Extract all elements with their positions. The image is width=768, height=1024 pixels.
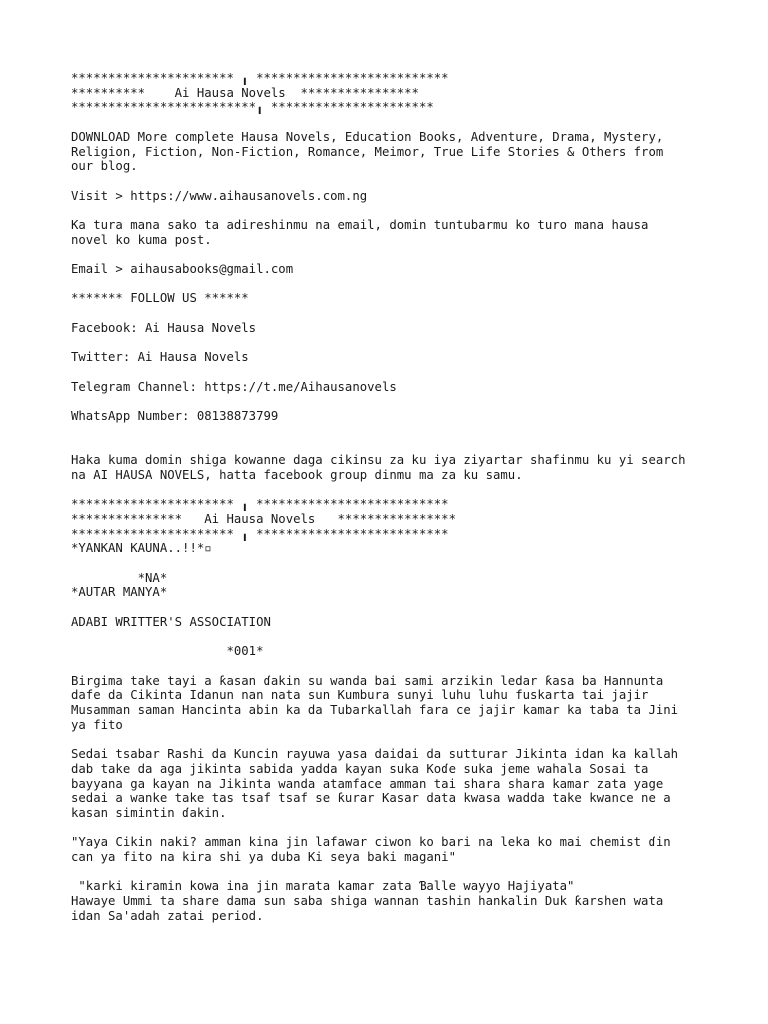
- text-line: idan Sa'adah zatai period.: [71, 908, 264, 923]
- twitter-line: Twitter: Ai Hausa Novels: [71, 350, 249, 365]
- text-line: can ya fito na kira shi ya duba Ki seya baki magani": [71, 850, 456, 864]
- facebook-line: Facebook: Ai Hausa Novels: [71, 320, 257, 335]
- text-line: sedai a wanke take tas tsaf tsaf se ƙurar Kasar data kwasa wadda take kwance ne a: [71, 791, 671, 806]
- text-line: na AI HAUSA NOVELS, hatta facebook group dinmu ma za ku samu.: [71, 467, 523, 482]
- text-line: novel ko kuma post.: [71, 232, 212, 247]
- banner-line: *************************╻ **********************: [71, 100, 434, 115]
- header-banner-bottom: [71, 497, 711, 541]
- text-line: dafe da Cikinta Idanun nan nata sun Kumbura sunyi luhu luhu fuskarta tai jajir: [71, 688, 649, 703]
- text-line: Hawaye Ummi ta share dama sun saba shiga wannan tashin hankalin Duk ƙarshen wata: [71, 894, 664, 909]
- story-title: *YANKAN KAUNA..!!*▫: [71, 541, 212, 556]
- header-banner-top: [71, 71, 711, 115]
- download-paragraph: [71, 130, 711, 174]
- story-association: ADABI WRITTER'S ASSOCIATION: [71, 614, 271, 629]
- text-line: Ka tura mana sako ta adireshinmu na email, domin tuntubarmu ko turo mana hausa: [71, 217, 649, 232]
- document-page: [71, 71, 711, 924]
- story-paragraph-2: [71, 747, 711, 821]
- text-line: Religion, Fiction, Non-Fiction, Romance, Meimor, True Life Stories & Others from: [71, 144, 664, 159]
- chapter-number: *001*: [71, 644, 264, 659]
- text-line: our blog.: [71, 159, 138, 174]
- story-paragraph-1: [71, 674, 711, 733]
- text-line: dab take da aga jikinta sabida yadda kayan suka Koɗe suka jeme wahala Sosai ta: [71, 761, 649, 776]
- subscribe-paragraph: [71, 218, 711, 247]
- banner-line: ********************** ╻ **************************: [71, 71, 449, 85]
- email-link[interactable]: Email > aihausabooks@gmail.com: [71, 262, 294, 277]
- text-line: "Yaya Cikin naki? amman kina jin lafawar ciwon ko bari na leka ko mai chemist ɗin: [71, 835, 671, 850]
- text-line: Haka kuma domin shiga kowanne daga cikinsu za ku iya ziyartar shafinmu ku yi search: [71, 453, 686, 468]
- text-line: bayyana ga kayan na Jikinta wanda atamface amman tai shara shara kamar zata yage: [71, 776, 664, 791]
- story-paragraph-4: [71, 879, 711, 923]
- banner-line: ********************** ╻ **************************: [71, 526, 449, 541]
- text-line: Birgima take tayi a ƙasan ɗakin su wanda bai sami arzikin ledar ƙasa ba Hannunta: [71, 673, 664, 688]
- story-author: *AUTAR MANYA*: [71, 585, 168, 600]
- text-line: ya fito: [71, 717, 123, 732]
- story-na: *NA*: [71, 570, 168, 585]
- text-line: "karki kiramin kowa ina jin marata kamar zata Ɓalle wayyo Hajiyata": [71, 879, 575, 894]
- banner-line: ********************** ╻ **************************: [71, 497, 449, 512]
- text-line: DOWNLOAD More complete Hausa Novels, Education Books, Adventure, Drama, Mystery,: [71, 129, 664, 144]
- banner-title-line: ********** Ai Hausa Novels ****************: [71, 85, 419, 100]
- text-line: kasan simintin ɗakin.: [71, 805, 227, 820]
- text-line: Sedai tsabar Rashi da Kuncin rayuwa yasa daidai da sutturar Jikinta idan ka kallah: [71, 747, 679, 762]
- telegram-link[interactable]: Telegram Channel: https://t.me/Aihausanovels: [71, 379, 397, 394]
- visit-link[interactable]: Visit > https://www.aihausanovels.com.ng: [71, 188, 368, 203]
- follow-us-heading: ******* FOLLOW US ******: [71, 291, 249, 306]
- text-line: Musamman saman Hancinta abin ka da Tubarkallah fara ce jajir kamar ka taba ta Jini: [71, 703, 679, 717]
- banner-title-line: *************** Ai Hausa Novels ****************: [71, 511, 456, 526]
- search-paragraph: [71, 453, 711, 482]
- story-paragraph-3: [71, 835, 711, 864]
- whatsapp-line: WhatsApp Number: 08138873799: [71, 409, 279, 424]
